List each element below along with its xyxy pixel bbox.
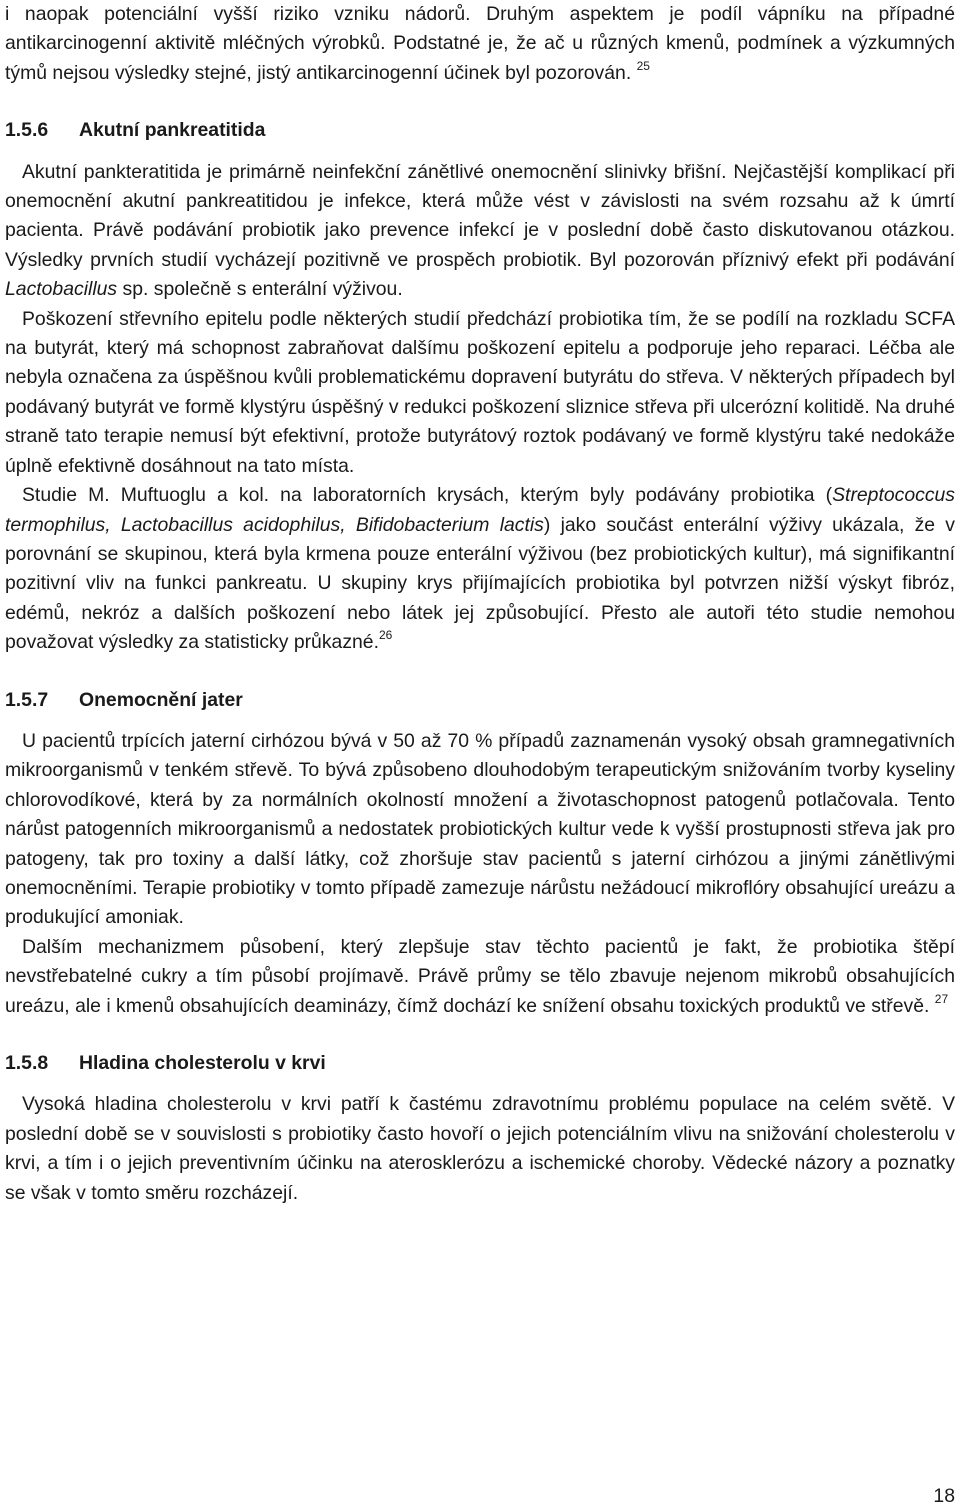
paragraph-muftuoglu-study: [5, 481, 955, 657]
section-heading-1-5-8: [5, 1049, 955, 1078]
section-heading-1-5-7: [5, 686, 955, 715]
section-title: Akutní pankreatitida: [79, 119, 266, 142]
section-number: 1.5.6: [5, 119, 49, 142]
paragraph-text: sp. společně s enterální výživou.: [117, 278, 403, 301]
intro-text: i naopak potenciální vyšší riziko vzniku nádorů. Druhým aspektem je podíl vápníku na případné antikarcinogenní aktivitě mléčných výrobků. Podstatné je, že ač u různých kmenů, podmínek a výzkumných týmů nejsou výsledky stejné, jistý antikarcinogenní účinek byl pozorován.: [5, 3, 955, 84]
footnote-ref-26: 26: [378, 628, 393, 643]
document-page: [5, 0, 955, 1208]
section-number: 1.5.8: [5, 1052, 49, 1074]
paragraph-butyrate: Poškození střevního epitelu podle některých studií předchází probiotika tím, že se podílí na rozkladu SCFA na butyrát, který má schopnost zabraňovat dalšímu poškození epitelu a podporuje jeho reparaci. Léčba ale nebyla označena za úspěšnou kvůli problematickému dopravení butyrátu do střeva. V některých případech byl podávaný butyrát ve formě klystýru úspěšný v redukci poškození sliznice střeva při ulcerózní kolitidě. Na druhé straně tato terapie nemusí být efektivní, protože butyrátový roztok podávaný ve formě klystýru také nedokáže úplně efektivně dosáhnout na tato místa.: [5, 307, 955, 477]
section-heading-1-5-6: [5, 116, 955, 145]
paragraph-text: Dalším mechanizmem působení, který zlepšuje stav těchto pacientů je fakt, že probiotika štěpí nevstřebatelné cukry a tím působí projímavě. Právě průmy se tělo zbavuje nejenom mikrobů obsahujících ureázu, ale i kmenů obsahujících deaminázy, čímž dochází ke snížení obsahu toxických produktů ve střevě.: [5, 935, 955, 1017]
genus-name: Lactobacillus: [5, 278, 118, 301]
paragraph-cholesterol: Vysoká hladina cholesterolu v krvi patří k častému zdravotnímu problému populace na celém světě. V poslední době se v souvislosti s probiotiky často hovoří o jejich potenciálním vlivu na snižování cholesterolu v krvi, a tím i o jejich preventivním účinku na aterosklerózu a ischemické choroby. Vědecké názory a poznatky se však v tomto směru rozcházejí.: [5, 1093, 955, 1204]
section-number: 1.5.7: [5, 688, 49, 711]
paragraph-liver-cirrhosis: U pacientů trpících jaterní cirhózou bývá v 50 až 70 % případů zaznamenán vysoký obsah gramnegativních mikroorganismů v tenkém střevě. To bývá způsobeno dlouhodobým terapeutickým snižováním tvorby kyseliny chlorovodíkové, která by za normálních okolností množení a životaschopnost patogenů potlačovala. Tento nárůst patogenních mikroorganismů a nedostatek probiotických kultur vede k vyšší prostupnosti střeva jak pro patogeny, tak pro toxiny a další látky, což zhoršuje stav pacientů s jaterní cirhózou a jinými zánětlivými onemocněními. Terapie probiotiky v tomto případě zamezuje nárůstu nežádoucí mikroflóry obsahující ureázu a produkující amoniak.: [5, 729, 955, 929]
footnote-ref-25: 25: [636, 58, 650, 73]
page-number: 18: [933, 1485, 955, 1507]
section-title: Onemocnění jater: [79, 688, 243, 711]
paragraph-text: Studie M. Muftuoglu a kol. na laboratorních krysách, kterým byly podávány probiotika (: [22, 484, 833, 507]
section-title: Hladina cholesterolu v krvi: [79, 1052, 326, 1074]
footnote-ref-27: 27: [934, 991, 949, 1006]
intro-paragraph: [5, 0, 955, 88]
paragraph-mechanism: [5, 933, 955, 1021]
paragraph-text: ) jako součást enterální výživy ukázala, že v porovnání se skupinou, která byla krmena pouze enterální výživou (bez probiotických kultur), má signifikantní pozitivní vliv na funkci pankreatu. U skupiny krys přijímajících probiotika byl potvrzen nižší výskyt fibróz, edémů, nekróz a dalších poškození nebo látek jej způsobující. Přesto ale autoři této studie nemohou považovat výsledky za statisticky průkazné.: [5, 513, 955, 654]
species-names: Streptococcus termophilus, Lactobacillus acidophilus, Bifidobacterium lactis: [5, 484, 955, 536]
paragraph-pancreatitis-intro: [5, 158, 955, 305]
paragraph-text: Akutní pankteratitida je primárně neinfekční zánětlivé onemocnění slinivky břišní. Nejčastější komplikací při onemocnění akutní pankreatitidou je infekce, která může vést v závislosti na svém rozsahu až k úmrtí pacienta. Právě podávání probiotik jako prevence infekcí je v poslední době často diskutovanou otázkou. Výsledky prvních studií vycházejí pozitivně ve prospěch probiotik. Byl pozorován příznivý efekt při podávání: [5, 160, 955, 271]
